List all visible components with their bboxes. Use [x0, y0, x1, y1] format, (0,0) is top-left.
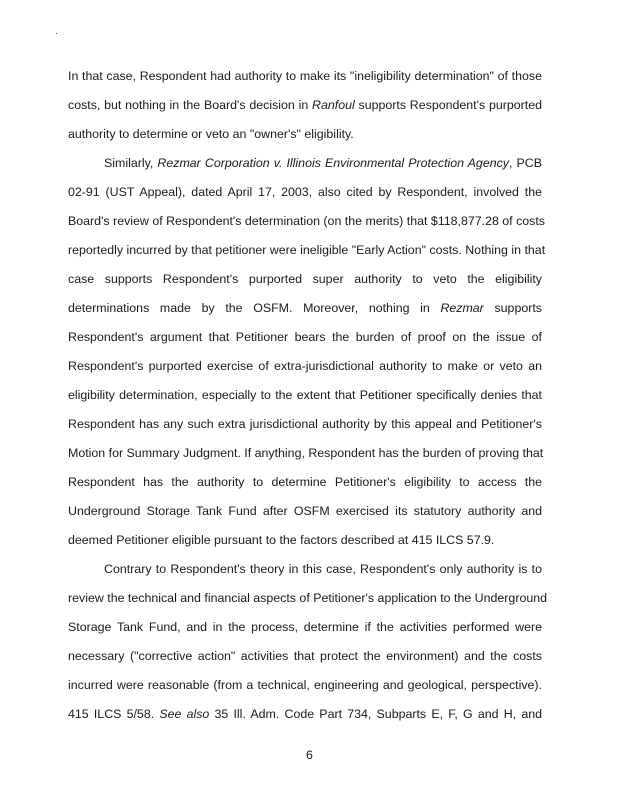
text-line — [68, 213, 545, 229]
text-segment: 02-91 (UST Appeal), dated April 17, 2003, also cited by Respondent, involved the — [68, 185, 542, 199]
text-segment: supports Respondent's purported — [354, 98, 542, 112]
text-line — [68, 97, 542, 113]
text-line — [68, 532, 494, 548]
text-line — [68, 68, 542, 84]
text-segment: , PCB — [509, 156, 542, 170]
text-segment: Board's review of Respondent's determination (on the merits) that $118,877.28 of costs — [68, 214, 545, 228]
text-segment: Respondent has the authority to determine Petitioner's eligibility to access the — [68, 475, 542, 489]
scan-speck — [56, 33, 57, 34]
text-line — [68, 242, 546, 258]
text-segment: Similarly, — [104, 156, 158, 170]
text-line — [68, 126, 354, 142]
text-line — [68, 329, 542, 345]
text-line — [68, 590, 548, 606]
text-segment: 35 Ill. Adm. Code Part 734, Subparts E, F, G and H, and — [209, 707, 542, 721]
text-line — [104, 155, 542, 171]
text-segment: supports — [483, 301, 542, 315]
text-line — [68, 474, 542, 490]
case-name-italic: Rezmar — [440, 301, 484, 315]
text-segment: costs, but nothing in the Board's decision in — [68, 98, 313, 112]
page-number: 6 — [306, 748, 313, 762]
text-segment: review the technical and financial aspects of Petitioner's application to the Underground — [68, 591, 548, 605]
text-segment: incurred were reasonable (from a technical, engineering and geological, perspective). — [68, 678, 542, 692]
text-segment: Respondent has any such extra jurisdictional authority by this appeal and Petitioner's — [68, 417, 542, 431]
text-line — [68, 300, 542, 316]
text-segment: Motion for Summary Judgment. If anything, Respondent has the burden of proving that — [68, 446, 544, 460]
text-segment: necessary ("corrective action" activities that protect the environment) and the costs — [68, 649, 542, 663]
text-line — [68, 358, 542, 374]
citation-signal-italic: See also — [159, 707, 210, 721]
text-segment: case supports Respondent's purported super authority to veto the eligibility — [68, 272, 542, 286]
case-name-italic: Rezmar Corporation v. Illinois Environmental Protection Agency — [157, 156, 509, 170]
text-segment: authority to determine or veto an "owner's" eligibility. — [68, 127, 354, 141]
text-segment: 415 ILCS 5/58. — [68, 707, 160, 721]
text-line — [68, 416, 542, 432]
text-line — [104, 561, 542, 577]
text-line — [68, 619, 542, 635]
text-segment: eligibility determination, especially to the extent that Petitioner specifically denies that — [68, 388, 542, 402]
text-segment: reportedly incurred by that petitioner were ineligible "Early Action" costs. Nothing in that — [68, 243, 546, 257]
text-line — [68, 503, 542, 519]
text-segment: In that case, Respondent had authority to make its "ineligibility determination" of those — [68, 69, 542, 83]
text-segment: determinations made by the OSFM. Moreover, nothing in — [68, 301, 441, 315]
text-line — [68, 184, 542, 200]
text-line — [68, 677, 542, 693]
text-segment: Respondent's argument that Petitioner bears the burden of proof on the issue of — [68, 330, 542, 344]
text-segment: Respondent's purported exercise of extra-jurisdictional authority to make or veto an — [68, 359, 542, 373]
case-name-italic: Ranfoul — [312, 98, 355, 112]
text-line — [68, 271, 542, 287]
text-line — [68, 445, 542, 461]
text-segment: deemed Petitioner eligible pursuant to the factors described at 415 ILCS 57.9. — [68, 533, 495, 547]
text-segment: Contrary to Respondent's theory in this case, Respondent's only authority is to — [104, 562, 542, 576]
text-segment: Storage Tank Fund, and in the process, determine if the activities performed were — [68, 620, 542, 634]
text-line — [68, 387, 542, 403]
text-line — [68, 648, 542, 664]
text-line — [68, 706, 542, 722]
text-segment: Underground Storage Tank Fund after OSFM exercised its statutory authority and — [68, 504, 542, 518]
